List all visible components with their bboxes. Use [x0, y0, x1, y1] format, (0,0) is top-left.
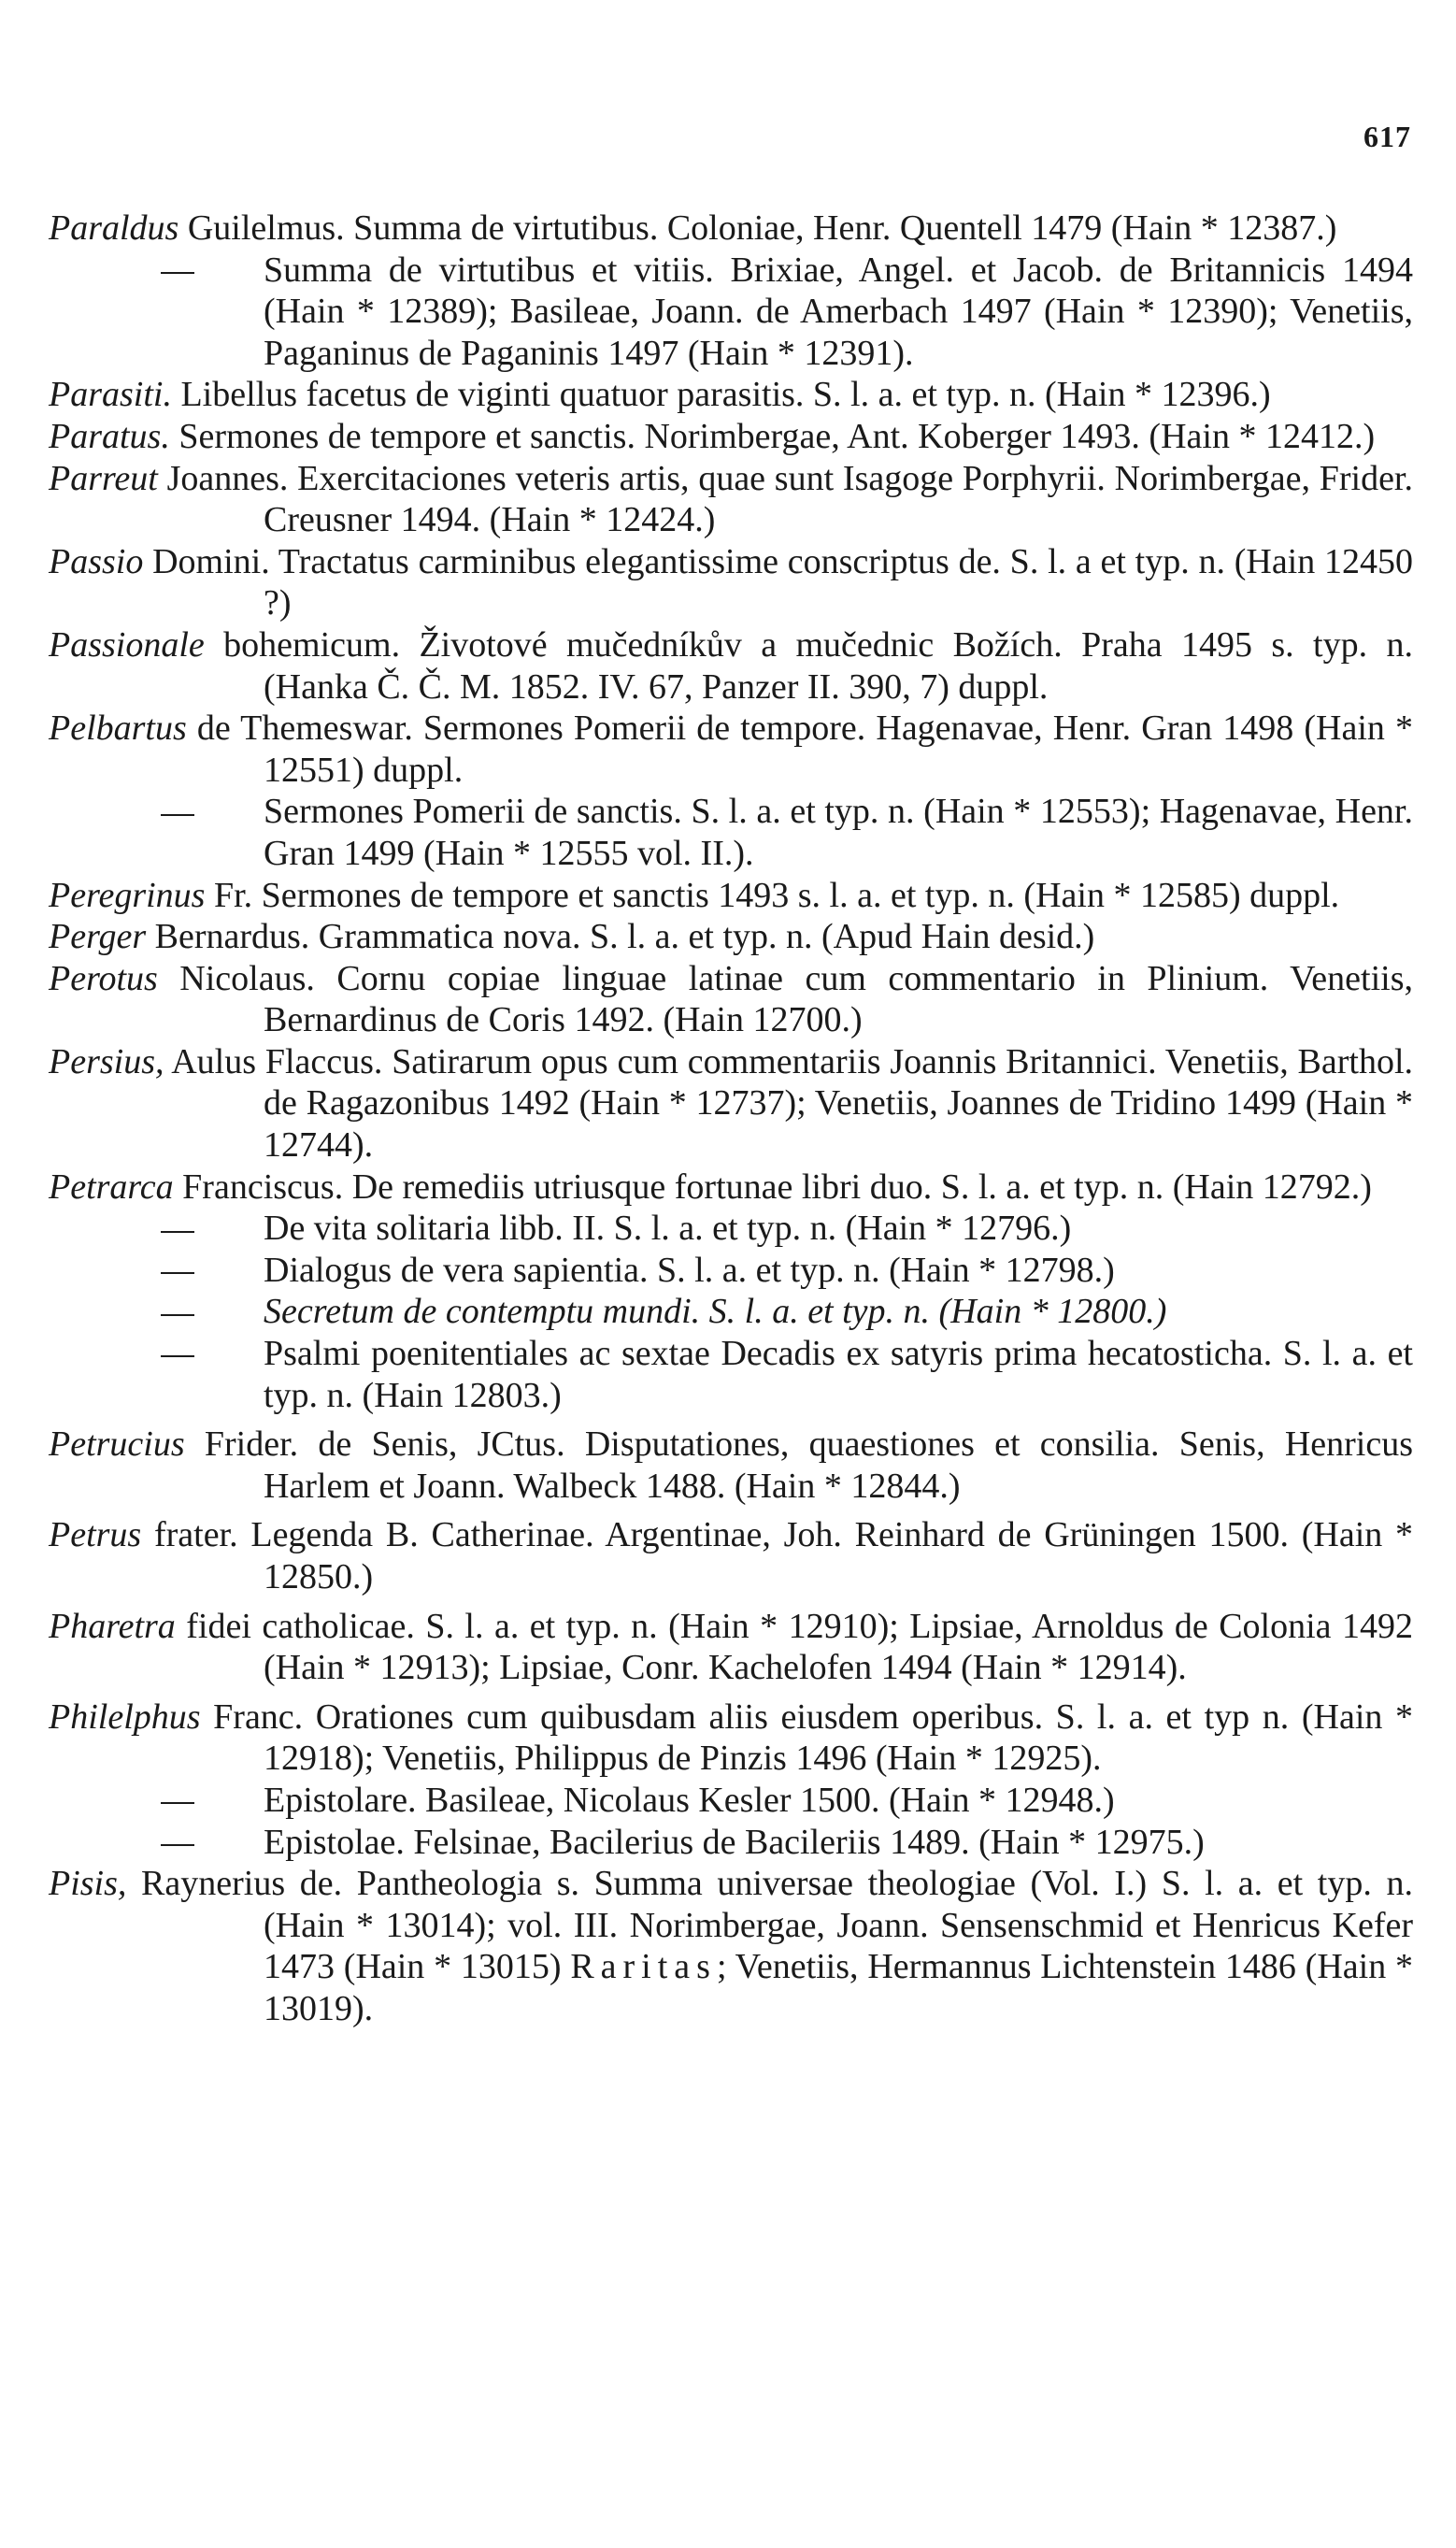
entry-perotus — [49, 958, 1413, 1041]
entry-pisis — [49, 1863, 1413, 2029]
entry-text: bohemicum. Životové mučedníkův a mučednic Božích. Praha 1495 s. typ. n. (Hanka Č. Č. M. 1852. IV. 67, Panzer II. 390, 7) duppl. — [204, 624, 1413, 707]
entry-headword: Passionale — [49, 624, 205, 665]
entry-headword: Petrucius — [49, 1424, 185, 1465]
entry-passionale — [49, 624, 1413, 708]
entry-parasiti — [49, 374, 1413, 416]
entry-headword: Pharetra — [49, 1606, 176, 1646]
entry-text: Franciscus. De remediis utriusque fortunae libri duo. S. l. a. et typ. n. (Hain 12792.) — [173, 1167, 1372, 1207]
entry-text: Joannes. Exercitaciones veteris artis, quae sunt Isagoge Porphyrii. Norimbergae, Frider. Creusner 1494. (Hain * 12424.) — [157, 458, 1413, 540]
entry-text: Guilelmus. Summa de virtutibus. Coloniae, Henr. Quentell 1479 (Hain * 12387.) — [178, 208, 1337, 248]
entry-text: Secretum de contemptu mundi. S. l. a. et typ. n. (Hain * 12800.) — [264, 1292, 1167, 1332]
entry-perger — [49, 916, 1413, 958]
entry-text: Raynerius de. Pantheologia s. Summa universae theologiae (Vol. I.) S. l. a. et typ. n. (Hain * 13014); vol. III. Norimbergae, Joann. Sensenschmid et Henricus Kefer 1473 (Hain * 13015) — [126, 1864, 1413, 1987]
entry-text: frater. Legenda B. Catherinae. Argentinae, Joh. Reinhard de Grüningen 1500. (Hain * 12850.) — [141, 1515, 1413, 1596]
entry-tail: ; Venetiis, Hermannus Lichtenstein 1486 (Hain * 13019). — [264, 1947, 1413, 2028]
entry-headword: Pisis, — [49, 1864, 127, 1904]
dash-mark — [91, 1333, 264, 1375]
entry-philelphus-sub-1 — [49, 1780, 1413, 1822]
entry-pelbartus-sub — [49, 791, 1413, 874]
entry-petrarca-sub-4 — [49, 1333, 1413, 1416]
entry-text: Nicolaus. Cornu copiae linguae latinae cum commentario in Plinium. Venetiis, Bernardinus de Coris 1492. (Hain 12700.) — [157, 958, 1413, 1040]
entry-petrarca-sub-3 — [49, 1291, 1413, 1333]
entry-text: Frider. de Senis, JCtus. Disputationes, quaestiones et consilia. Senis, Henricus Harlem et Joann. Walbeck 1488. (Hain * 12844.) — [184, 1424, 1413, 1506]
entry-paraldus-sub — [49, 250, 1413, 375]
dash-mark — [91, 1822, 264, 1864]
dash-mark — [91, 250, 264, 292]
entry-pelbartus — [49, 708, 1413, 791]
entry-text: Sermones de tempore et sanctis. Norimbergae, Ant. Koberger 1493. (Hain * 12412.) — [169, 416, 1376, 456]
dash-mark — [91, 791, 264, 833]
entry-text: Aulus Flaccus. Satirarum opus cum commentariis Joannis Britannici. Venetiis, Barthol. de Ragazonibus 1492 (Hain * 12737); Venetiis, Joannes de Tridino 1499 (Hain * 12744). — [164, 1041, 1413, 1166]
entry-text: Fr. Sermones de tempore et sanctis 1493 s. l. a. et typ. n. (Hain * 12585) duppl. — [205, 875, 1340, 915]
entry-text: Franc. Orationes cum quibusdam aliis eiusdem operibus. S. l. a. et typ n. (Hain * 12918); Venetiis, Philippus de Pinzis 1496 (Hain * 12925). — [200, 1696, 1413, 1779]
entry-text: Summa de virtutibus et vitiis. Brixiae, Angel. et Jacob. de Britannicis 1494 (Hain * 12389); Basileae, Joann. de Amerbach 1497 (Hain * 12390); Venetiis, Paganinus de Paganinis 1497 (Hain * 12391). — [264, 250, 1413, 373]
entry-philelphus-sub-2 — [49, 1822, 1413, 1864]
entry-persius — [49, 1041, 1413, 1167]
entry-headword: Petrus — [49, 1515, 142, 1555]
dash-mark — [91, 1250, 264, 1292]
entry-peregrinus — [49, 875, 1413, 917]
entry-pharetra — [49, 1606, 1413, 1689]
entry-petrarca — [49, 1167, 1413, 1209]
entry-headword: Parasiti. — [49, 375, 172, 415]
entry-headword: Parreut — [49, 458, 158, 498]
entry-text: Psalmi poenitentiales ac sextae Decadis ex satyris prima hecatosticha. S. l. a. et typ. n. (Hain 12803.) — [264, 1334, 1413, 1415]
page-number: 617 — [1363, 120, 1411, 153]
entry-text: Bernardus. Grammatica nova. S. l. a. et typ. n. (Apud Hain desid.) — [146, 917, 1095, 957]
entry-text: De vita solitaria libb. II. S. l. a. et typ. n. (Hain * 12796.) — [264, 1209, 1072, 1249]
entry-headword: Philelphus — [49, 1696, 201, 1737]
entry-passio — [49, 541, 1413, 624]
dash-mark — [91, 1291, 264, 1333]
entry-headword: Persius, — [49, 1041, 164, 1081]
entry-headword: Perotus — [49, 958, 158, 998]
entry-text: Epistolare. Basileae, Nicolaus Kesler 1500. (Hain * 12948.) — [264, 1780, 1115, 1820]
entry-text: de Themeswar. Sermones Pomerii de tempore. Hagenavae, Henr. Gran 1498 (Hain * 12551) duppl. — [186, 709, 1413, 790]
entry-petrucius — [49, 1424, 1413, 1507]
entry-headword: Petrarca — [49, 1167, 174, 1207]
entry-spaced-text: Raritas — [570, 1947, 717, 1987]
entry-paratus — [49, 416, 1413, 458]
entry-headword: Paraldus — [49, 208, 179, 248]
entry-text: fidei catholicae. S. l. a. et typ. n. (Hain * 12910); Lipsiae, Arnoldus de Colonia 1492 (Hain * 12913); Lipsiae, Conr. Kachelofen 1494 (Hain * 12914). — [175, 1606, 1413, 1688]
entry-headword: Pelbartus — [49, 709, 187, 749]
entry-philelphus — [49, 1696, 1413, 1780]
entry-text: Libellus facetus de viginti quatuor parasitis. S. l. a. et typ. n. (Hain * 12396.) — [171, 375, 1271, 415]
entry-petrus — [49, 1514, 1413, 1597]
entry-headword: Paratus. — [49, 416, 170, 456]
entry-text: Dialogus de vera sapientia. S. l. a. et typ. n. (Hain * 12798.) — [264, 1250, 1115, 1290]
entry-paraldus — [49, 208, 1413, 250]
entry-list — [49, 208, 1413, 2030]
entry-text: Domini. Tractatus carminibus elegantissime conscriptus de. S. l. a et typ. n. (Hain 12450 ?) — [143, 541, 1413, 623]
entry-parreut — [49, 458, 1413, 541]
entry-headword: Passio — [49, 541, 144, 581]
dash-mark — [91, 1780, 264, 1822]
entry-headword: Perger — [49, 917, 147, 957]
entry-petrarca-sub-2 — [49, 1250, 1413, 1292]
entry-text: Sermones Pomerii de sanctis. S. l. a. et typ. n. (Hain * 12553); Hagenavae, Henr. Gran 1499 (Hain * 12555 vol. II.). — [264, 792, 1413, 873]
entry-petrarca-sub-1 — [49, 1208, 1413, 1250]
entry-headword: Peregrinus — [49, 875, 206, 915]
dash-mark — [91, 1208, 264, 1250]
entry-text: Epistolae. Felsinae, Bacilerius de Bacileriis 1489. (Hain * 12975.) — [264, 1822, 1205, 1862]
